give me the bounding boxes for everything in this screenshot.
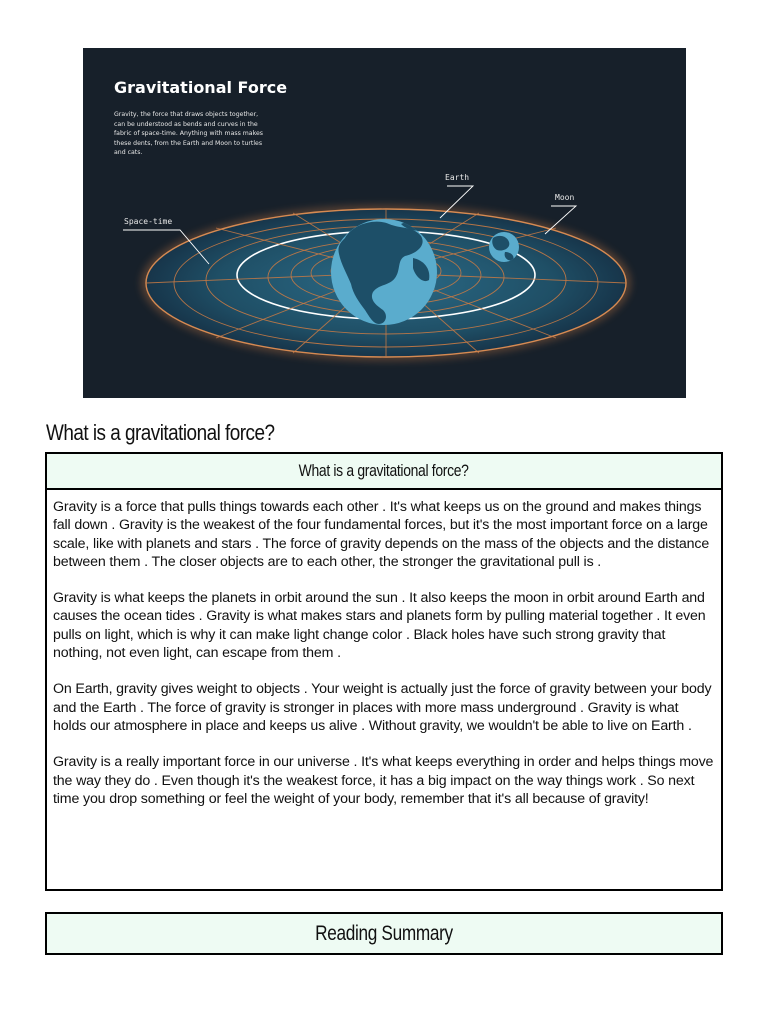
- illustration-title: Gravitational Force: [114, 78, 288, 97]
- article-box: [45, 452, 723, 891]
- section-heading: What is a gravitational force?: [46, 420, 275, 445]
- article-paragraph: Gravity is a force that pulls things towards each other . It's what keeps us on the ground and makes things fall down . Gravity is the weakest of the four fundamental forces, but it's the most important force on a large scale, like with planets and stars . The force of gravity depends on the mass of the objects and the distance between them . The closer objects are to each other, the stronger the gravitational pull is .: [53, 499, 710, 570]
- spacetime-label: Space-time: [124, 217, 173, 226]
- article-header-text: What is a gravitational force?: [299, 461, 469, 480]
- moon-label: Moon: [555, 193, 575, 202]
- spacetime-diagram: [83, 48, 686, 398]
- reading-summary-box: [45, 912, 723, 955]
- article-header: [47, 454, 721, 490]
- article-paragraph: On Earth, gravity gives weight to objects . Your weight is actually just the force of gravity between your body and the Earth . The force of gravity is stronger in places with more mass underground . Gravity is what holds our atmosphere in place and keeps us alive . Without gravity, we wouldn't be able to live on Earth .: [53, 681, 712, 734]
- reading-summary-title: Reading Summary: [315, 921, 453, 945]
- moon-globe: [489, 232, 519, 262]
- earth-label: Earth: [445, 173, 470, 182]
- article-paragraph: Gravity is what keeps the planets in orbit around the sun . It also keeps the moon in orbit around Earth and causes the ocean tides . Gravity is what makes stars and planets form by pulling material together . It even pulls on light, which is why it can make light change color . Black holes have such strong gravity that nothing, not even light, can escape from them .: [53, 590, 706, 662]
- gravity-illustration: [83, 48, 686, 398]
- article-paragraph: Gravity is a really important force in our universe . It's what keeps everything in order and helps things move the way they do . Even though it's the weakest force, it has a big impact on the way things work . So next time you drop something or feel the weight of your body, remember that it's all because of gravity!: [53, 754, 714, 807]
- illustration-caption: Gravity, the force that draws objects together, can be understood as bends and curves in the fabric of space-time. Anything with mass makes these dents, from the Earth and Moon to turtles and cats.: [114, 111, 263, 156]
- article-body: [47, 490, 721, 808]
